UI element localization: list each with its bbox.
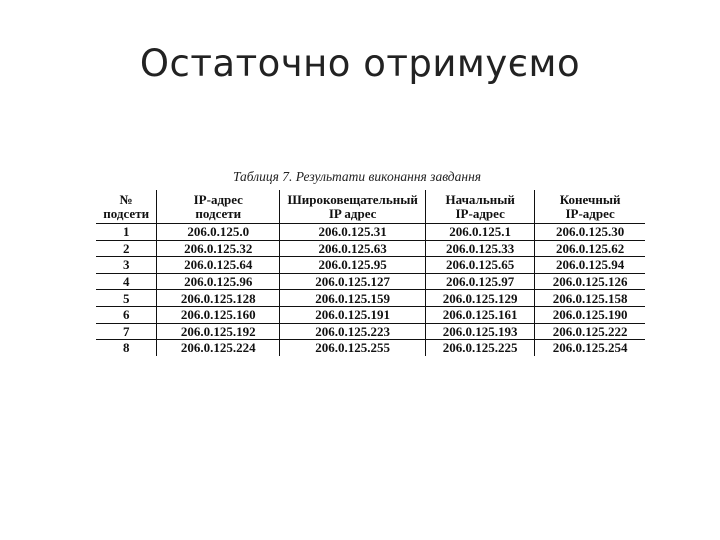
cell-first-address: 206.0.125.65 xyxy=(426,257,535,274)
cell-broadcast-address: 206.0.125.159 xyxy=(280,290,426,307)
header-subnet-number xyxy=(96,190,157,224)
cell-subnet-number: 3 xyxy=(96,257,157,274)
cell-first-address: 206.0.125.225 xyxy=(426,340,535,356)
table-row xyxy=(96,340,645,356)
cell-broadcast-address: 206.0.125.255 xyxy=(280,340,426,356)
header-line: Начальный xyxy=(445,191,515,207)
cell-first-address: 206.0.125.129 xyxy=(426,290,535,307)
header-last-address xyxy=(535,190,645,224)
header-line: IP-адрес xyxy=(455,205,505,221)
cell-broadcast-address: 206.0.125.95 xyxy=(280,257,426,274)
table-caption: Таблиця 7. Результати виконання завдання xyxy=(233,169,482,184)
table-row xyxy=(96,290,645,307)
cell-last-address: 206.0.125.190 xyxy=(535,306,645,323)
header-line: Широковещательный xyxy=(287,191,418,207)
cell-subnet-address: 206.0.125.128 xyxy=(157,290,280,307)
cell-subnet-number: 4 xyxy=(96,273,157,290)
header-line: Конечный xyxy=(559,191,621,207)
cell-subnet-address: 206.0.125.224 xyxy=(157,340,280,356)
cell-broadcast-address: 206.0.125.223 xyxy=(280,323,426,340)
cell-broadcast-address: 206.0.125.191 xyxy=(280,306,426,323)
cell-last-address: 206.0.125.222 xyxy=(535,323,645,340)
cell-last-address: 206.0.125.62 xyxy=(535,240,645,257)
header-line: подсети xyxy=(103,205,150,221)
cell-subnet-address: 206.0.125.160 xyxy=(157,306,280,323)
table-row xyxy=(96,323,645,340)
cell-first-address: 206.0.125.1 xyxy=(426,224,535,241)
cell-subnet-address: 206.0.125.96 xyxy=(157,273,280,290)
table-row xyxy=(96,257,645,274)
header-line: № xyxy=(119,191,133,207)
header-subnet-address xyxy=(157,190,280,224)
table-row xyxy=(96,273,645,290)
header-line: IP адрес xyxy=(328,205,377,221)
cell-subnet-address: 206.0.125.192 xyxy=(157,323,280,340)
cell-first-address: 206.0.125.193 xyxy=(426,323,535,340)
cell-subnet-number: 7 xyxy=(96,323,157,340)
cell-subnet-number: 8 xyxy=(122,340,130,356)
cell-subnet-number: 2 xyxy=(96,240,157,257)
header-line: IP-адрес xyxy=(193,191,243,207)
cell-subnet-address: 206.0.125.64 xyxy=(157,257,280,274)
cell-broadcast-address: 206.0.125.31 xyxy=(280,224,426,241)
cell-subnet-address: 206.0.125.0 xyxy=(157,224,280,241)
table-row xyxy=(96,306,645,323)
header-line: IP-адрес xyxy=(565,205,615,221)
slide-title: Остаточно отримуємо xyxy=(139,42,581,85)
table-row xyxy=(96,224,645,241)
cell-subnet-number: 1 xyxy=(96,224,157,241)
cell-first-address: 206.0.125.33 xyxy=(426,240,535,257)
results-table xyxy=(96,190,645,356)
table-header-row xyxy=(96,190,645,224)
cell-subnet-number: 5 xyxy=(96,290,157,307)
cell-subnet-address: 206.0.125.32 xyxy=(157,240,280,257)
header-broadcast-address xyxy=(280,190,426,224)
cell-subnet-number: 6 xyxy=(96,306,157,323)
cell-last-address: 206.0.125.94 xyxy=(535,257,645,274)
cell-broadcast-address: 206.0.125.63 xyxy=(280,240,426,257)
header-first-address xyxy=(426,190,535,224)
cell-broadcast-address: 206.0.125.127 xyxy=(280,273,426,290)
header-line: подсети xyxy=(195,205,242,221)
table-row xyxy=(96,240,645,257)
cell-first-address: 206.0.125.97 xyxy=(426,273,535,290)
cell-last-address: 206.0.125.158 xyxy=(535,290,645,307)
cell-last-address: 206.0.125.30 xyxy=(535,224,645,241)
cell-last-address: 206.0.125.254 xyxy=(535,340,645,356)
cell-first-address: 206.0.125.161 xyxy=(426,306,535,323)
cell-last-address: 206.0.125.126 xyxy=(535,273,645,290)
